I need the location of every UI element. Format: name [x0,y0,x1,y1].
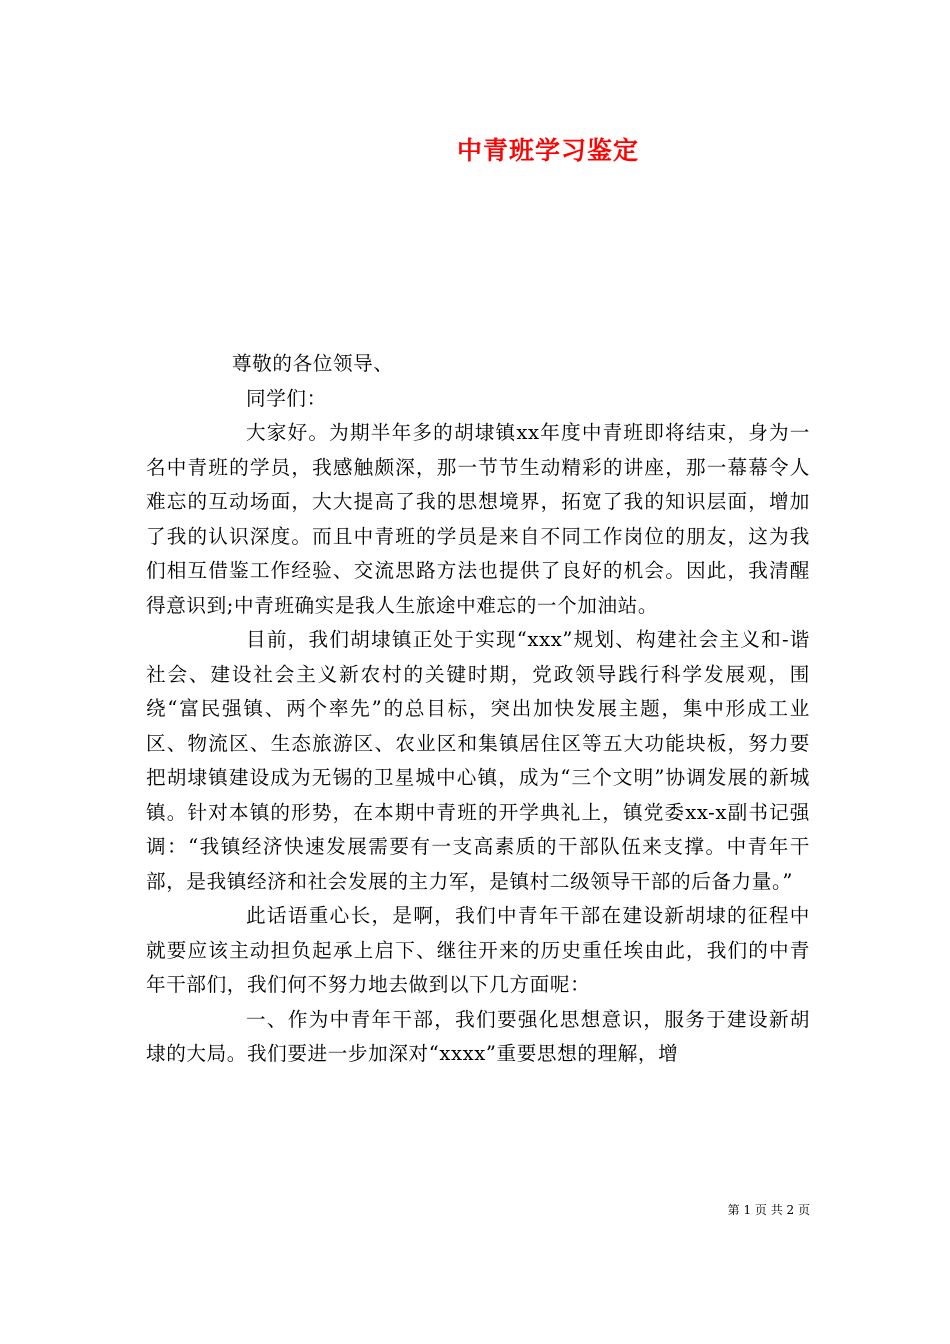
paragraph-4: 一、作为中青年干部，我们要强化思想意识，服务于建设新胡埭的大局。我们要进一步加深对“xxxx”重要思想的理解，增 [146,1007,810,1065]
paragraph-2: 目前，我们胡埭镇正处于实现“xxx”规划、构建社会主义和-谐社会、建设社会主义新农村的关键时期，党政领导践行科学发展观，围绕“富民强镇、两个率先”的总目标，突出加快发展主题，集中形成工业区、物流区、生态旅游区、农业区和集镇居住区等五大功能块板，努力要把胡埭镇建设成为无锡的卫星城中心镇，成为“三个文明”协调发展的新城镇。针对本镇的形势，在本期中青班的开学典礼上，镇党委xx-x副书记强调：“我镇经济快速发展需要有一支高素质的干部队伍来支撑。中青年干部，是我镇经济和社会发展的主力军，是镇村二级领导干部的后备力量。” [146,628,810,893]
paragraph-3: 此话语重心长，是啊，我们中青年干部在建设新胡埭的征程中就要应该主动担负起承上启下、继往开来的历史重任埃由此，我们的中青年干部们，我们何不努力地去做到以下几方面呢： [146,904,810,996]
salutation-line-2: 同学们： [246,386,327,410]
document-title: 中青班学习鉴定 [456,136,639,165]
salutation-line-1: 尊敬的各位领导、 [232,352,394,375]
paragraph-1: 大家好。为期半年多的胡埭镇xx年度中青班即将结束，身为一名中青班的学员，我感触颇深，那一节节生动精彩的讲座，那一幕幕令人难忘的互动场面，大大提高了我的思想境界，拓宽了我的知识层面，增加了我的认识深度。而且中青班的学员是来自不同工作岗位的朋友，这为我们相互借鉴工作经验、交流思路方法也提供了良好的机会。因此，我清醒得意识到;中青班确实是我人生旅途中难忘的一个加油站。 [146,421,810,617]
page-footer: 第 1 页 共 2 页 [727,1203,810,1217]
document-body [146,347,810,1072]
